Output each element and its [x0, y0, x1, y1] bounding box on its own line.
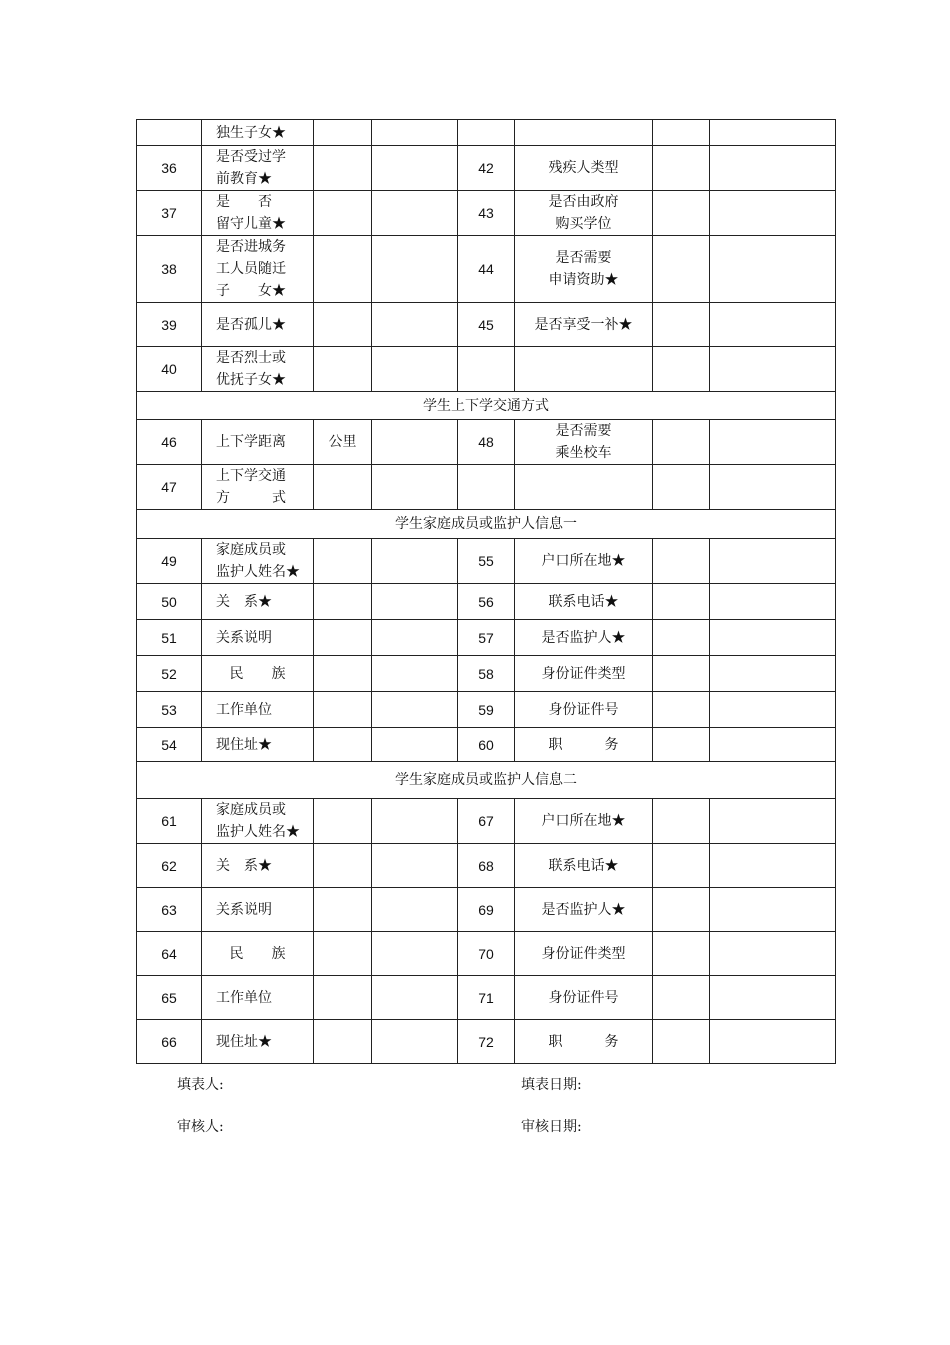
row-number: 49 [137, 539, 202, 584]
value-cell[interactable] [653, 656, 710, 692]
student-info-form-table [136, 119, 836, 1064]
value-cell[interactable] [372, 347, 458, 392]
field-label: 上下学交通 方 式 [202, 465, 314, 510]
row-number: 71 [458, 976, 515, 1020]
field-label: 是否受过学 前教育★ [202, 146, 314, 191]
table-row [137, 888, 836, 932]
value-cell[interactable] [653, 465, 710, 510]
value-cell[interactable] [372, 120, 458, 146]
section-header-row [137, 762, 836, 799]
value-cell[interactable] [372, 799, 458, 844]
field-label: 是否监护人★ [515, 888, 653, 932]
field-label: 身份证件号 [515, 976, 653, 1020]
field-label: 是否需要 乘坐校车 [515, 420, 653, 465]
field-label: 是否孤儿★ [202, 303, 314, 347]
field-label: 身份证件类型 [515, 932, 653, 976]
section-title: 学生家庭成员或监护人信息一 [137, 510, 836, 539]
value-cell[interactable] [314, 692, 372, 728]
field-label: 身份证件号 [515, 692, 653, 728]
value-cell[interactable] [372, 146, 458, 191]
value-cell[interactable] [653, 539, 710, 584]
field-label: 联系电话★ [515, 844, 653, 888]
value-cell[interactable] [653, 146, 710, 191]
table-row [137, 539, 836, 584]
row-number: 45 [458, 303, 515, 347]
value-cell[interactable] [653, 888, 710, 932]
review-date-label: 审核日期: [521, 1119, 582, 1135]
row-number: 38 [137, 236, 202, 303]
value-cell[interactable] [653, 844, 710, 888]
value-cell[interactable] [653, 799, 710, 844]
unit-cell[interactable] [314, 465, 372, 510]
row-number: 59 [458, 692, 515, 728]
table-row [137, 236, 836, 303]
value-cell[interactable] [314, 347, 372, 392]
field-label: 职 务 [515, 1020, 653, 1064]
row-number: 40 [137, 347, 202, 392]
value-cell[interactable] [710, 539, 836, 584]
field-label: 是否监护人★ [515, 620, 653, 656]
field-label: 家庭成员或 监护人姓名★ [202, 539, 314, 584]
table-row [137, 656, 836, 692]
field-label: 是否享受一补★ [515, 303, 653, 347]
field-label: 现住址★ [202, 1020, 314, 1064]
table-row [137, 146, 836, 191]
row-number: 42 [458, 146, 515, 191]
table-row [137, 584, 836, 620]
field-label [515, 120, 653, 146]
filler-label: 填表人: [177, 1077, 224, 1093]
value-cell[interactable] [653, 976, 710, 1020]
value-cell[interactable] [653, 692, 710, 728]
value-cell[interactable] [710, 303, 836, 347]
value-cell[interactable] [653, 728, 710, 762]
value-cell[interactable] [710, 347, 836, 392]
row-number: 65 [137, 976, 202, 1020]
table-row [137, 692, 836, 728]
value-cell[interactable] [314, 303, 372, 347]
table-row [137, 620, 836, 656]
value-cell[interactable] [710, 976, 836, 1020]
value-cell[interactable] [653, 191, 710, 236]
row-number: 68 [458, 844, 515, 888]
value-cell[interactable] [372, 191, 458, 236]
row-number [458, 465, 515, 510]
row-number: 53 [137, 692, 202, 728]
field-label: 关系说明 [202, 888, 314, 932]
field-label: 是否需要 申请资助★ [515, 236, 653, 303]
field-label: 民 族 [202, 932, 314, 976]
row-number: 67 [458, 799, 515, 844]
value-cell[interactable] [372, 728, 458, 762]
field-label: 户口所在地★ [515, 539, 653, 584]
value-cell[interactable] [710, 692, 836, 728]
value-cell[interactable] [372, 844, 458, 888]
value-cell[interactable] [314, 799, 372, 844]
value-cell[interactable] [372, 539, 458, 584]
value-cell[interactable] [653, 303, 710, 347]
value-cell[interactable] [314, 844, 372, 888]
value-cell[interactable] [710, 146, 836, 191]
field-label: 是 否 留守儿童★ [202, 191, 314, 236]
row-number [458, 347, 515, 392]
value-cell[interactable] [314, 656, 372, 692]
value-cell[interactable] [314, 620, 372, 656]
field-label: 关系说明 [202, 620, 314, 656]
value-cell[interactable] [653, 236, 710, 303]
section-title: 学生上下学交通方式 [137, 392, 836, 420]
row-number: 56 [458, 584, 515, 620]
value-cell[interactable] [372, 584, 458, 620]
row-number: 43 [458, 191, 515, 236]
value-cell[interactable] [653, 420, 710, 465]
value-cell[interactable] [372, 620, 458, 656]
value-cell[interactable] [314, 191, 372, 236]
value-cell[interactable] [372, 656, 458, 692]
value-cell[interactable] [372, 465, 458, 510]
row-number: 46 [137, 420, 202, 465]
field-label: 上下学距离 [202, 420, 314, 465]
value-cell[interactable] [314, 888, 372, 932]
row-number: 36 [137, 146, 202, 191]
field-label [515, 347, 653, 392]
value-cell[interactable] [653, 584, 710, 620]
field-label: 联系电话★ [515, 584, 653, 620]
field-label: 关 系★ [202, 844, 314, 888]
value-cell[interactable] [710, 799, 836, 844]
field-label: 工作单位 [202, 976, 314, 1020]
table-row [137, 120, 836, 146]
value-cell[interactable] [710, 728, 836, 762]
row-number: 61 [137, 799, 202, 844]
row-number: 69 [458, 888, 515, 932]
value-cell[interactable] [710, 420, 836, 465]
field-label: 是否由政府 购买学位 [515, 191, 653, 236]
value-cell[interactable] [710, 620, 836, 656]
table-row [137, 420, 836, 465]
value-cell[interactable] [314, 932, 372, 976]
table-row [137, 932, 836, 976]
field-label: 职 务 [515, 728, 653, 762]
row-number: 51 [137, 620, 202, 656]
field-label: 户口所在地★ [515, 799, 653, 844]
value-cell[interactable] [653, 347, 710, 392]
value-cell[interactable] [710, 888, 836, 932]
value-cell[interactable] [710, 844, 836, 888]
value-cell[interactable] [710, 120, 836, 146]
row-number: 47 [137, 465, 202, 510]
value-cell[interactable] [710, 584, 836, 620]
section-header-row [137, 392, 836, 420]
row-number: 63 [137, 888, 202, 932]
row-number: 66 [137, 1020, 202, 1064]
unit-cell[interactable]: 公里 [314, 420, 372, 465]
table-row [137, 347, 836, 392]
fill-date-label: 填表日期: [521, 1077, 582, 1093]
reviewer-label: 审核人: [177, 1119, 224, 1135]
value-cell[interactable] [710, 465, 836, 510]
value-cell[interactable] [314, 728, 372, 762]
field-label: 是否进城务 工人员随迁 子 女★ [202, 236, 314, 303]
table-row [137, 1020, 836, 1064]
row-number-cell [458, 120, 515, 146]
value-cell[interactable] [372, 692, 458, 728]
row-number: 39 [137, 303, 202, 347]
value-cell[interactable] [314, 1020, 372, 1064]
value-cell[interactable] [372, 303, 458, 347]
value-cell[interactable] [372, 420, 458, 465]
row-number: 72 [458, 1020, 515, 1064]
value-cell[interactable] [653, 120, 710, 146]
value-cell[interactable] [372, 976, 458, 1020]
row-number: 54 [137, 728, 202, 762]
section-title: 学生家庭成员或监护人信息二 [137, 762, 836, 799]
value-cell[interactable] [314, 120, 372, 146]
row-number: 37 [137, 191, 202, 236]
value-cell[interactable] [314, 236, 372, 303]
table-row [137, 465, 836, 510]
table-row [137, 976, 836, 1020]
value-cell[interactable] [314, 976, 372, 1020]
table-row [137, 728, 836, 762]
row-number: 70 [458, 932, 515, 976]
value-cell[interactable] [314, 539, 372, 584]
value-cell[interactable] [653, 1020, 710, 1064]
value-cell[interactable] [710, 191, 836, 236]
table-row [137, 303, 836, 347]
field-label: 关 系★ [202, 584, 314, 620]
field-label: 家庭成员或 监护人姓名★ [202, 799, 314, 844]
field-label: 工作单位 [202, 692, 314, 728]
table-row [137, 799, 836, 844]
row-number: 62 [137, 844, 202, 888]
row-number-cell [137, 120, 202, 146]
field-label: 残疾人类型 [515, 146, 653, 191]
value-cell[interactable] [372, 236, 458, 303]
value-cell[interactable] [314, 146, 372, 191]
row-number: 64 [137, 932, 202, 976]
value-cell[interactable] [710, 1020, 836, 1064]
row-number: 48 [458, 420, 515, 465]
row-number: 58 [458, 656, 515, 692]
value-cell[interactable] [710, 236, 836, 303]
row-number: 52 [137, 656, 202, 692]
section-header-row [137, 510, 836, 539]
value-cell[interactable] [372, 1020, 458, 1064]
row-number: 55 [458, 539, 515, 584]
value-cell[interactable] [653, 620, 710, 656]
table-row [137, 844, 836, 888]
field-label: 身份证件类型 [515, 656, 653, 692]
field-label: 独生子女★ [202, 120, 314, 146]
field-label: 现住址★ [202, 728, 314, 762]
value-cell[interactable] [653, 932, 710, 976]
value-cell[interactable] [372, 888, 458, 932]
field-label [515, 465, 653, 510]
value-cell[interactable] [710, 656, 836, 692]
field-label: 民 族 [202, 656, 314, 692]
value-cell[interactable] [314, 584, 372, 620]
row-number: 60 [458, 728, 515, 762]
value-cell[interactable] [372, 932, 458, 976]
value-cell[interactable] [710, 932, 836, 976]
table-row [137, 191, 836, 236]
row-number: 44 [458, 236, 515, 303]
field-label: 是否烈士或 优抚子女★ [202, 347, 314, 392]
row-number: 57 [458, 620, 515, 656]
row-number: 50 [137, 584, 202, 620]
